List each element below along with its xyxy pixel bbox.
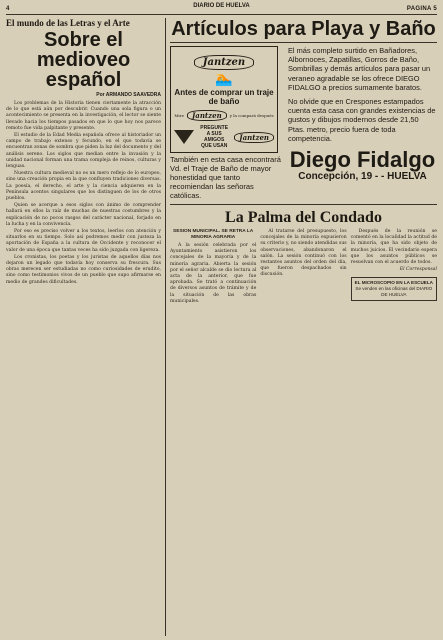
paragraph: Los problemas de la Historia tienen ciertamente la atracción de lo que está aún por descubrir. Cuando una sola figura o un acontecimiento se presenta en la investigación, el lector se siente llevado hacia los tiempos pasados en que lo que hoy nos parece remoto fue vida palpitante y presente. <box>6 101 161 131</box>
title-line-1: Sobre el medioveo <box>36 29 131 71</box>
page-number-left: 4 <box>6 5 10 12</box>
store-address: Concepción, 19 - - HUELVA <box>298 171 427 183</box>
left-column <box>6 18 166 636</box>
box-text: Se venden en las oficinas del DIARIO DE HUELVA <box>355 286 433 298</box>
paragraph: Nuestra cultura medieval no es un mero reflejo de lo europeo, sino una creación propia en la que confluyen tradiciones diversas. La poesía, el derecho, el arte y la ciencia adquieren en la Península acentos singulares que los distinguen de los de otros pueblos. <box>6 171 161 202</box>
paragraph: Al tratarse del presupuesto, los concejales de la minoría expusieron su criterio y, no siendo atendidas sus observaciones, abandonaron el salón. La sesión continuó con los restantes asuntos del orden del día, que fueron despachados sin discusión. <box>260 229 347 278</box>
section-kicker: El mundo de las Letras y el Arte <box>6 18 130 28</box>
paragraph: Los cronistas, los poetas y los juristas de aquellos días nos dejaron un legado que todavía hoy conserva su frescura. Sus obras merecen ser estudiadas no como curiosidades de erudito, sino como testimonios vivos de un pueblo que supo afirmarse en medio de grandes dificultades. <box>6 254 161 285</box>
diamond-icon <box>174 130 194 144</box>
ad-title: Artículos para Playa y Baño <box>170 18 437 43</box>
ad-right <box>282 46 437 200</box>
condado-col-2 <box>260 229 346 306</box>
condado-col-3 <box>351 229 437 306</box>
left-story-body <box>6 101 161 286</box>
condado-subhead: SESION MUNICIPAL. SE RETRA LA MINORIA AGRARIA <box>173 229 254 240</box>
paragraph: Después de la reunión se comentó en la localidad la actitud de la minoría, que ha sido objeto de muchos juicios. El vecindario espera que los asuntos públicos se resuelvan con el acuerdo de todos. <box>350 229 437 266</box>
paragraph: A la sesión celebrada por el Ayuntamiento asistieron los concejales de la mayoría y de la minoría agraria. Abierta la sesión por el señor alcalde se dio lectura al acta de la anterior, que fue aprobada. Se trató a continuación de diversos asuntos de trámite y de la situación de las obras municipales. <box>170 243 257 304</box>
ad-left <box>170 46 282 200</box>
title-line-2: español <box>45 69 122 91</box>
inline-left: Mire <box>174 113 184 118</box>
microscope-box <box>351 277 437 301</box>
jantzen-logo: Jantzen <box>194 55 254 70</box>
correspondent: El Corresponsal <box>399 267 437 273</box>
page-header <box>6 3 437 15</box>
left-story-title <box>6 30 161 90</box>
ad-paragraph-1: El más completo surtido en Bañadores, Albornoces, Zapatillas, Gorros de Baño, Sombrillas y demás artículos para pasar un veraneo agradable se los ofrece DIEGO FIDALGO a precios sumamente baratos. <box>288 46 431 92</box>
condado-col-1 <box>170 229 256 306</box>
inline-right: y la compará después <box>229 113 274 118</box>
right-column <box>170 18 437 306</box>
box-title: EL MICROSCOPIO EN LA ESCUELA <box>354 280 433 286</box>
ad-row <box>170 46 437 200</box>
jantzen-small-logo: Jantzen <box>187 110 227 121</box>
paragraph: Quien se acerque a esos siglos con ánimo de comprender hallará en ellos la raíz de muchas de nuestras costumbres y la explicación de no pocos rasgos del carácter nacional, forjado en la lucha y en la convivencia. <box>6 203 161 227</box>
store-name: Diego Fidalgo <box>289 147 436 173</box>
newspaper-name: DIARIO DE HUELVA <box>193 3 250 9</box>
ad-paragraph-2: No olvide que en Crespones estampados cuenta esta casa con grandes existencias de gustos y dibujos modernos desde 21,50 Ptas. metro, precio fuera de toda competencia. <box>288 97 436 143</box>
condado-title: La Palma del Condado <box>225 209 382 226</box>
paragraph: El estudio de la Edad Media española ofrece al historiador un campo de trabajo extenso y fecundo, en el que todavía se encuentran zonas de sombra que piden la luz del documento y del análisis sereno. Los siglos que median entre la invasión y la unidad nacional forman una trama compleja de reinos, culturas y lenguas. <box>6 133 161 170</box>
jantzen-ad-box <box>170 46 278 153</box>
badge-text: PREGUNTE A SUS AMIGOS QUE USAN <box>200 125 229 149</box>
diver-icon: 🏊 <box>215 71 233 87</box>
divider <box>170 204 437 205</box>
paragraph: Por eso es preciso volver a los textos, leerlos con atención y situarlos en su tiempo. Solo así podremos medir con justeza la aportación de España a la cultura de Occidente y reconocer el valor de una época que tantas veces ha sido juzgada con ligereza. <box>6 229 161 253</box>
page-number-right: PAGINA 5 <box>406 5 437 12</box>
ad-left-note: También en esta casa encontrará Vd. el Traje de Baño de mayor honestidad que tanto recomiendan las señoras católicas. <box>170 155 281 200</box>
ad-tagline: Antes de comprar un traje de baño <box>174 88 274 106</box>
ask-friends-badge <box>174 125 274 149</box>
condado-story <box>170 229 437 306</box>
inline-compare <box>174 110 274 121</box>
jantzen-badge-logo: Jantzen <box>234 132 274 143</box>
byline: Por ARMANDO SAAVEDRA <box>96 92 161 98</box>
